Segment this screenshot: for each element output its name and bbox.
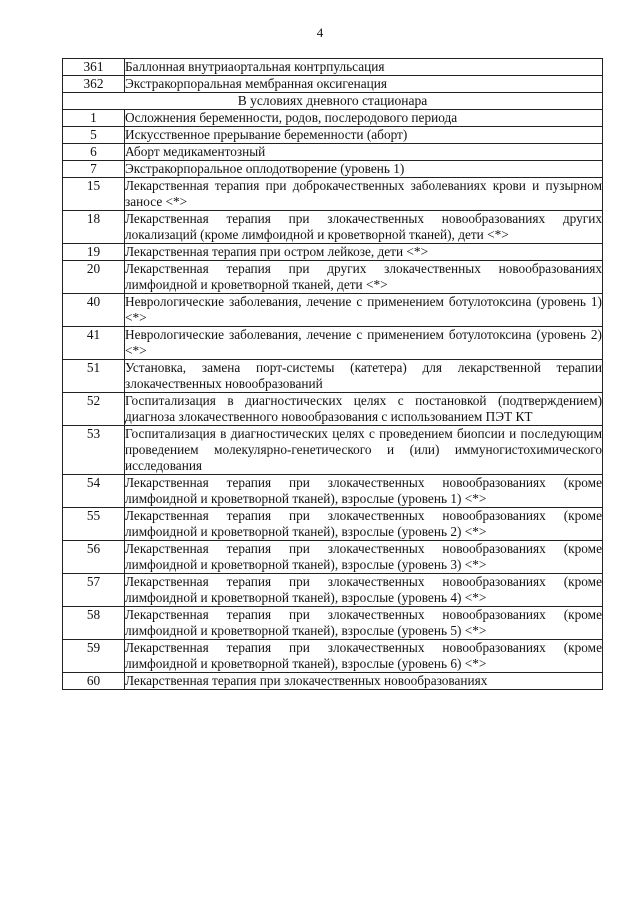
row-text: Неврологические заболевания, лечение с применением ботулотоксина (уровень 1) <*> <box>125 294 602 325</box>
table-row <box>63 294 603 327</box>
row-number: 5 <box>63 127 125 144</box>
row-text: Лекарственная терапия при злокачественных новообразованиях других локализаций (кроме лимфоидной и кроветворной тканей), дети <*> <box>125 211 602 242</box>
row-text: Госпитализация в диагностических целях с проведением биопсии и последующим проведением молекулярно-генетического и (или) иммуногистохимического исследования <box>125 426 602 473</box>
row-number: 57 <box>63 574 125 607</box>
row-number: 15 <box>63 178 125 211</box>
row-text: Лекарственная терапия при других злокачественных новообразованиях лимфоидной и кроветворной тканей, дети <*> <box>125 261 602 292</box>
row-number: 60 <box>63 673 125 690</box>
row-number: 7 <box>63 161 125 178</box>
table-row <box>63 261 603 294</box>
row-text: Экстракорпоральная мембранная оксигенация <box>125 76 603 93</box>
table-row <box>63 475 603 508</box>
row-text: Лекарственная терапия при злокачественных новообразованиях (кроме лимфоидной и кроветворной тканей), взрослые (уровень 3) <*> <box>125 541 602 572</box>
row-text: Лекарственная терапия при злокачественных новообразованиях (кроме лимфоидной и кроветворной тканей), взрослые (уровень 4) <*> <box>125 574 602 605</box>
row-text: Установка, замена порт-системы (катетера) для лекарственной терапии злокачественных новообразований <box>125 360 602 391</box>
row-number: 56 <box>63 541 125 574</box>
row-number: 361 <box>63 59 125 76</box>
row-number: 58 <box>63 607 125 640</box>
diagnosis-group-table <box>62 58 603 690</box>
row-text: Лекарственная терапия при злокачественных новообразованиях (кроме лимфоидной и кроветворной тканей), взрослые (уровень 2) <*> <box>125 508 602 539</box>
row-number: 59 <box>63 640 125 673</box>
row-number: 40 <box>63 294 125 327</box>
section-header-row <box>63 93 603 110</box>
row-number: 55 <box>63 508 125 541</box>
row-number: 1 <box>63 110 125 127</box>
row-number: 6 <box>63 144 125 161</box>
table-row <box>63 640 603 673</box>
table-row <box>63 127 603 144</box>
row-text: Лекарственная терапия при злокачественных новообразованиях (кроме лимфоидной и кроветворной тканей), взрослые (уровень 1) <*> <box>125 475 602 506</box>
row-number: 52 <box>63 393 125 426</box>
row-text: Госпитализация в диагностических целях с постановкой (подтверждением) диагноза злокачественного новообразования с использованием ПЭТ КТ <box>125 393 602 424</box>
table-row <box>63 426 603 475</box>
row-text: Лекарственная терапия при злокачественных новообразованиях <box>125 673 603 690</box>
row-text: Лекарственная терапия при доброкачественных заболеваниях крови и пузырном заносе <*> <box>125 178 602 209</box>
table-row <box>63 161 603 178</box>
table-row <box>63 76 603 93</box>
table-row <box>63 211 603 244</box>
table-row <box>63 393 603 426</box>
row-text: Аборт медикаментозный <box>125 144 603 161</box>
row-number: 53 <box>63 426 125 475</box>
table-row <box>63 541 603 574</box>
table-row <box>63 508 603 541</box>
row-number: 18 <box>63 211 125 244</box>
row-number: 51 <box>63 360 125 393</box>
row-number: 362 <box>63 76 125 93</box>
row-text: Лекарственная терапия при злокачественных новообразованиях (кроме лимфоидной и кроветворной тканей), взрослые (уровень 6) <*> <box>125 640 602 671</box>
row-text: Лекарственная терапия при остром лейкозе, дети <*> <box>125 244 603 261</box>
row-number: 20 <box>63 261 125 294</box>
row-text: Баллонная внутриаортальная контрпульсация <box>125 59 603 76</box>
row-number: 19 <box>63 244 125 261</box>
row-number: 41 <box>63 327 125 360</box>
table-row <box>63 360 603 393</box>
table-row <box>63 110 603 127</box>
table-row <box>63 59 603 76</box>
table-row <box>63 327 603 360</box>
row-text: Лекарственная терапия при злокачественных новообразованиях (кроме лимфоидной и кроветворной тканей), взрослые (уровень 5) <*> <box>125 607 602 638</box>
table-row <box>63 673 603 690</box>
row-text: Экстракорпоральное оплодотворение (уровень 1) <box>125 161 603 178</box>
section-title: В условиях дневного стационара <box>63 93 603 110</box>
row-text: Искусственное прерывание беременности (аборт) <box>125 127 603 144</box>
row-number: 54 <box>63 475 125 508</box>
table-row <box>63 574 603 607</box>
table-row <box>63 244 603 261</box>
row-text: Осложнения беременности, родов, послеродового периода <box>125 110 603 127</box>
table-row <box>63 607 603 640</box>
table-row <box>63 144 603 161</box>
table-row <box>63 178 603 211</box>
row-text: Неврологические заболевания, лечение с применением ботулотоксина (уровень 2) <*> <box>125 327 602 358</box>
page-number: 4 <box>316 25 324 40</box>
